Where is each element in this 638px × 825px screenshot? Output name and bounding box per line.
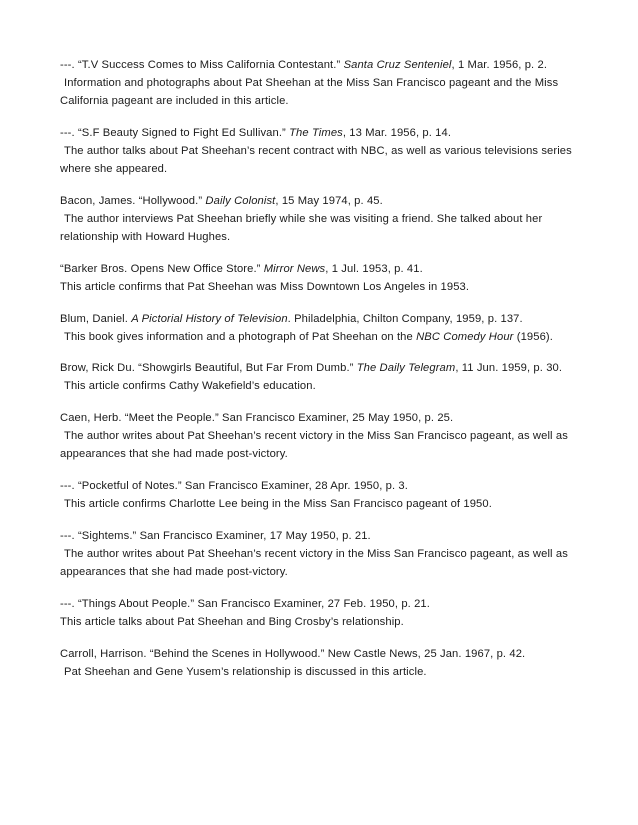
citation-suffix: , 15 May 1974, p. 45.: [275, 194, 383, 207]
citation-source-title: Mirror News: [263, 262, 326, 275]
bibliography-entry: [60, 56, 576, 110]
bibliography-entry: [60, 310, 576, 346]
citation-text: ---. “Sightems.” San Francisco Examiner, 17 May 1950, p. 21.: [60, 529, 371, 542]
bibliography-entry: [60, 595, 576, 631]
citation-text: Carroll, Harrison. “Behind the Scenes in Hollywood.” New Castle News, 25 Jan. 1967, p. 42.: [60, 647, 526, 660]
annotation-text: This article confirms Cathy Wakefield’s education.: [64, 380, 316, 393]
citation-suffix: , 1 Mar. 1956, p. 2.: [451, 59, 548, 71]
citation-text: ---. “Things About People.” San Francisco Examiner, 27 Feb. 1950, p. 21.: [60, 597, 430, 610]
bibliography-entry: [60, 260, 576, 296]
bibliography-entry: [60, 409, 576, 463]
bibliography-list: [60, 56, 576, 681]
citation-text: [60, 124, 576, 142]
annotation-text: The author writes about Pat Sheehan’s recent victory in the Miss San Francisco pageant, as well as appearances that she had made post-victory.: [60, 430, 572, 461]
citation-source-title: Daily Colonist: [205, 194, 276, 207]
annotation-text: The author talks about Pat Sheehan’s recent contract with NBC, as well as various televisions series where she appeared.: [60, 145, 576, 176]
citation-source-title: A Pictorial History of Television: [131, 312, 288, 325]
annotation-text: This article confirms that Pat Sheehan was Miss Downtown Los Angeles in 1953.: [60, 280, 470, 293]
citation-suffix: , 13 Mar. 1956, p. 14.: [342, 126, 452, 139]
citation-text: [60, 310, 576, 328]
annotation-suffix: (1956).: [513, 330, 553, 343]
bibliography-entry: [60, 192, 576, 246]
citation-prefix: “Barker Bros. Opens New Office Store.”: [60, 262, 264, 275]
bibliography-entry: [60, 124, 576, 178]
citation-prefix: Blum, Daniel.: [60, 312, 132, 325]
annotation-text: Information and photographs about Pat Sheehan at the Miss San Francisco pageant and the Miss California pageant are included in this article.: [60, 77, 562, 108]
citation-prefix: ---. “T.V Success Comes to Miss California Contestant.”: [60, 59, 344, 71]
citation-source-title: The Daily Telegram: [356, 362, 456, 375]
citation-suffix: , 11 Jun. 1959, p. 30.: [455, 362, 563, 375]
citation-text: Caen, Herb. “Meet the People.” San Francisco Examiner, 25 May 1950, p. 25.: [60, 412, 454, 425]
citation-text: [60, 192, 576, 210]
annotation-text: The author interviews Pat Sheehan briefly while she was visiting a friend. She talked about her relationship with Howard Hughes.: [60, 212, 546, 244]
citation-prefix: ---. “S.F Beauty Signed to Fight Ed Sullivan.”: [60, 126, 290, 139]
annotation-text: This article confirms Charlotte Lee being in the Miss San Francisco pageant of 1950.: [64, 498, 492, 511]
annotation-prefix: This book gives information and a photograph of Pat Sheehan on the: [64, 330, 417, 343]
bibliography-entry: [60, 477, 576, 513]
citation-prefix: Bacon, James. “Hollywood.”: [60, 194, 206, 207]
bibliography-entry: [60, 359, 576, 395]
citation-text: ---. “Pocketful of Notes.” San Francisco Examiner, 28 Apr. 1950, p. 3.: [60, 480, 408, 493]
citation-source-title: The Times: [289, 126, 343, 139]
annotation-text: Pat Sheehan and Gene Yusem’s relationship is discussed in this article.: [64, 665, 427, 678]
annotation-program-title: NBC Comedy Hour: [416, 330, 514, 343]
citation-source-title: Santa Cruz Senteniel: [343, 59, 452, 71]
bibliography-entry: [60, 527, 576, 581]
citation-text: [60, 359, 576, 377]
bibliography-entry: [60, 645, 576, 681]
annotation-text: [60, 328, 576, 346]
annotation-text: This article talks about Pat Sheehan and Bing Crosby’s relationship.: [60, 615, 404, 628]
citation-text: [60, 56, 576, 74]
annotation-text: The author writes about Pat Sheehan’s recent victory in the Miss San Francisco pageant, as well as appearances that she had made post-victory.: [60, 547, 572, 579]
citation-suffix: , 1 Jul. 1953, p. 41.: [325, 262, 423, 275]
citation-suffix: . Philadelphia, Chilton Company, 1959, p. 137.: [287, 312, 523, 325]
citation-prefix: Brow, Rick Du. “Showgirls Beautiful, But Far From Dumb.”: [60, 362, 357, 375]
citation-text: [60, 260, 576, 278]
